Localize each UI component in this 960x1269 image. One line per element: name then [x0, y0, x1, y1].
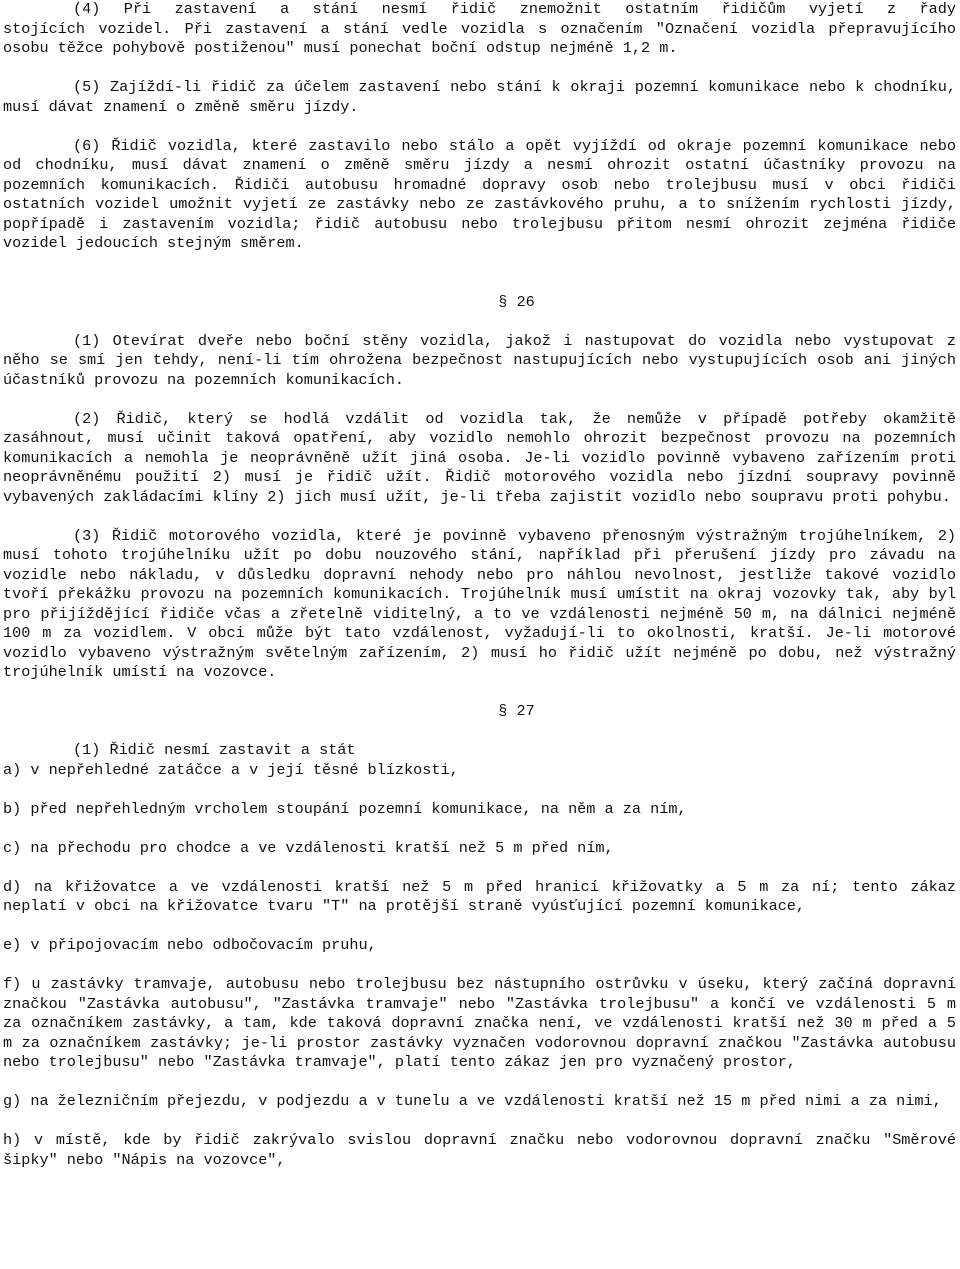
- list-item-f: f) u zastávky tramvaje, autobusu nebo trolejbusu bez nástupního ostrůvku v úseku, který začíná dopravní značkou "Zastávka autobusu", "Zastávka tramvaje" nebo "Zastávka trolejbusu" a končí ve vzdálenosti 5 m za označníkem zastávky, a tam, kde taková dopravní značka není, ve vzdálenosti kratší než 30 m před a 5 m za označníkem zastávky; je-li prostor zastávky vyznačen vodorovnou dopravní značkou "Zastávka autobusu nebo trolejbusu" nebo "Zastávka tramvaje", platí tento zákaz jen pro vyznačený prostor,: [3, 975, 956, 1071]
- paragraph-25-5: (5) Zajíždí-li řidič za účelem zastavení nebo stání k okraji pozemní komunikace nebo k chodníku, musí dávat znamení o změně směru jízdy.: [3, 78, 956, 116]
- list-item-h: h) v místě, kde by řidič zakrývalo svislou dopravní značku nebo vodorovnou dopravní značku "Směrové šipky" nebo "Nápis na vozovce",: [3, 1131, 956, 1169]
- paragraph-27-1-intro: (1) Řidič nesmí zastavit a stát: [73, 741, 356, 759]
- list-item-b: b) před nepřehledným vrcholem stoupání pozemní komunikace, na něm a za ním,: [3, 799, 687, 818]
- paragraph-26-1: (1) Otevírat dveře nebo boční stěny vozidla, jakož i nastupovat do vozidla nebo vystupovat z něho se smí jen tehdy, není-li tím ohrožena bezpečnost nastupujících nebo vystupujících osob ani jiných účastníků provozu na pozemních komunikacích.: [3, 331, 956, 389]
- paragraph-25-6: (6) Řidič vozidla, které zastavilo nebo stálo a opět vyjíždí od okraje pozemní komunikace nebo od chodníku, musí dávat znamení o změně směru jízdy a nesmí ohrozit ostatní účastníky provozu na pozemních komunikacích. Řidiči autobusu hromadné dopravy osob nebo trolejbusu musí v obci řidiči ostatních vozidel umožnit vyjetí ze zastávky nebo ze zastávkového pruhu, a to snížením rychlosti jízdy, popřípadě i zastavením vozidla; řidič autobusu nebo trolejbusu přitom nesmí ohrozit zejména řidiče vozidel jedoucích stejným směrem.: [3, 136, 956, 252]
- paragraph-26-3: (3) Řidič motorového vozidla, které je povinně vybaveno přenosným výstražným trojúhelníkem, 2) musí tohoto trojúhelníku užít po dobu nouzového stání, například při přerušení jízdy pro závadu na vozidle nebo nákladu, v důsledku dopravní nehody nebo pro náhlou nevolnost, jestliže takové vozidlo tvoří překážku provozu na pozemních komunikacích. Trojúhelník musí umístit na okraj vozovky tak, aby byl pro přijíždějící řidiče včas a zřetelně viditelný, a to ve vzdálenosti nejméně 50 m, na dálnici nejméně 100 m za vozidlem. V obci může být tato vzdálenost, vyžadují-li to okolnosti, kratší. Je-li motorové vozidlo vybaveno výstražným světelným zařízením, 2) musí ho řidič užít nejméně po dobu, než výstražný trojúhelník umístí na vozovce.: [3, 526, 956, 681]
- list-item-e: e) v připojovacím nebo odbočovacím pruhu,: [3, 936, 377, 954]
- paragraph-26-2: (2) Řidič, který se hodlá vzdálit od vozidla tak, že nemůže v případě potřeby okamžitě zasáhnout, musí učinit taková opatření, aby vozidlo nemohlo ohrozit bezpečnost provozu na pozemních komunikacích a nemohla je neoprávněně užít jiná osoba. Je-li vozidlo povinně vybaveno zařízením proti neoprávněnému použití 2) musí je řidič užít. Řidič motorového vozidla nebo jízdní soupravy povinně vybavených zakládacími klíny 2) jich musí užít, je-li třeba zajistit vozidlo nebo soupravu proti pohybu.: [3, 409, 956, 506]
- document-page: [3, 0, 956, 1170]
- list-item-a: a) v nepřehledné zatáčce a v její těsné blízkosti,: [3, 760, 459, 779]
- list-item-c: c) na přechodu pro chodce a ve vzdálenosti kratší než 5 m před ním,: [3, 838, 614, 857]
- paragraph-25-4-rest: stojících vozidel. Při zastavení a stání vedle vozidla s označením "Označení vozidla přepravujícího osobu těžce pohybově postiženou" musí ponechat boční odstup nejméně 1,2 m.: [3, 19, 956, 57]
- list-item-d: d) na křižovatce a ve vzdálenosti kratší než 5 m před hranicí křižovatky a 5 m za ní; tento zákaz neplatí v obci na křižovatce tvaru "T" na protější straně vyúsťující pozemní komunikace,: [3, 877, 956, 915]
- section-heading-26: § 26: [498, 292, 535, 311]
- paragraph-25-4-first-line: (4) Při zastavení a stání nesmí řidič znemožnit ostatním řidičům vyjetí z řady: [73, 0, 956, 18]
- section-heading-27: § 27: [498, 702, 535, 720]
- list-item-g: g) na železničním přejezdu, v podjezdu a v tunelu a ve vzdálenosti kratší než 15 m před nimi a za nimi,: [3, 1092, 942, 1110]
